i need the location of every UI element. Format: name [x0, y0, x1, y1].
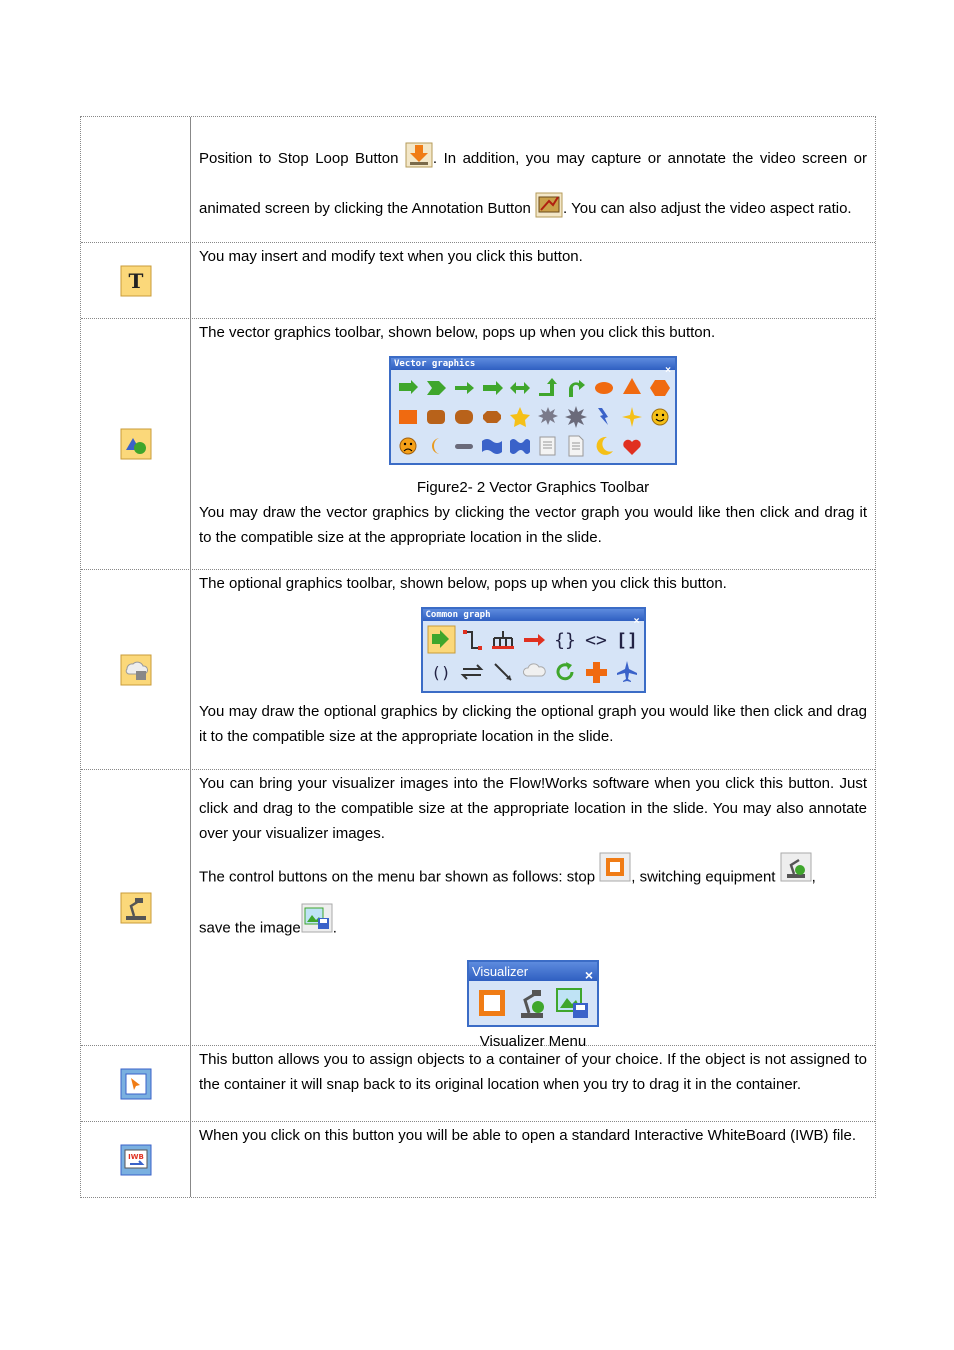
row-text: You may draw the vector graphics by clicking the vector graph you would like then click and drag it to the compatible size at the appropriate location in the slide.: [199, 504, 867, 546]
icon-cell: [81, 770, 191, 1045]
feature-table: [80, 116, 876, 1198]
connector-arrow-icon[interactable]: [426, 624, 457, 656]
circular-arrow-icon[interactable]: [550, 656, 581, 688]
description-cell: [191, 319, 875, 569]
svg-text:<>: <>: [584, 630, 607, 651]
row-text: . In addition, you may capture or annotate the video screen or animated screen by clicking the Annotation Button: [199, 150, 868, 217]
svg-text:{}: {}: [553, 630, 576, 651]
switch-equipment-icon: [780, 852, 812, 903]
page-shape-icon[interactable]: [562, 431, 590, 460]
annotation-icon: [535, 192, 563, 226]
sad-face-icon[interactable]: [394, 431, 422, 460]
table-row: [81, 319, 875, 570]
icon-cell: [81, 1046, 191, 1121]
table-row: [81, 243, 875, 319]
wave-shape-icon[interactable]: [478, 431, 506, 460]
table-row: [81, 570, 875, 770]
ellipse-shape-icon[interactable]: [590, 373, 618, 402]
row-text: Position to Stop Loop Button: [199, 150, 399, 167]
sparkle-shape-icon[interactable]: [618, 402, 646, 431]
row-text: save the image: [199, 919, 301, 937]
airplane-shape-icon[interactable]: [612, 656, 643, 688]
visualizer-menu: [467, 960, 599, 1027]
bent-up-arrow-icon[interactable]: [534, 373, 562, 402]
row-text: When you click on this button you will be able to open a standard Interactive WhiteBoard (IWB) file.: [199, 1127, 856, 1144]
row-text: The vector graphics toolbar, shown below, pops up when you click this button.: [199, 324, 716, 341]
crescent-shape-icon[interactable]: [590, 431, 618, 460]
icon-cell: [81, 117, 191, 242]
row-text: You may draw the optional graphics by clicking the optional graph you would like then click and drag it to the compatible size at the appropriate location in the slide.: [199, 703, 867, 745]
visualizer-icon[interactable]: [120, 892, 152, 924]
icon-cell: [81, 570, 191, 769]
save-image-icon[interactable]: [553, 983, 593, 1023]
curved-arrow-icon[interactable]: [562, 373, 590, 402]
row-text: .: [332, 919, 337, 937]
angle-brackets-icon[interactable]: [581, 624, 612, 656]
download-arrow-icon: [405, 142, 433, 176]
container-icon[interactable]: [120, 1068, 152, 1100]
switch-equipment-icon[interactable]: [513, 983, 553, 1023]
octagon-shape-icon[interactable]: [478, 402, 506, 431]
cloud-shape-icon[interactable]: [519, 656, 550, 688]
close-icon[interactable]: ×: [665, 365, 671, 376]
table-row: [81, 770, 875, 1050]
cross-shape-icon[interactable]: [581, 656, 612, 688]
description-cell: [191, 243, 875, 318]
row-text: ,: [811, 868, 816, 886]
row-text: You may insert and modify text when you click this button.: [199, 248, 583, 265]
table-row: [81, 117, 875, 243]
elbow-connector-icon[interactable]: [457, 624, 488, 656]
block-arrow-icon[interactable]: [478, 373, 506, 402]
table-row: [81, 1046, 875, 1122]
icon-cell: [81, 319, 191, 569]
cylinder-shape-icon[interactable]: [450, 431, 478, 460]
description-cell: [191, 770, 875, 1050]
heart-shape-icon[interactable]: [618, 431, 646, 460]
icon-cell: [81, 243, 191, 318]
red-arrow-icon[interactable]: [519, 624, 550, 656]
close-icon[interactable]: ×: [633, 616, 640, 627]
description-cell: [191, 1122, 875, 1197]
rounded-square-icon[interactable]: [450, 402, 478, 431]
toolbar-title: Vector graphics: [391, 358, 675, 370]
table-row: [81, 1122, 875, 1197]
lightning-shape-icon[interactable]: [590, 402, 618, 431]
save-image-icon: [301, 903, 333, 954]
svg-text:(): (): [430, 663, 451, 682]
stop-icon[interactable]: [473, 983, 513, 1023]
chevron-shape-icon[interactable]: [422, 373, 450, 402]
parentheses-icon[interactable]: [426, 656, 457, 688]
diagonal-line-icon[interactable]: [488, 656, 519, 688]
vector-graphics-icon[interactable]: [120, 428, 152, 460]
row-text: This button allows you to assign objects to a container of your choice. If the object is not assigned to the container it will snap back to its original location when you try to drag it in the container.: [199, 1051, 867, 1093]
moon-shape-icon[interactable]: [422, 431, 450, 460]
svg-text:T: T: [128, 268, 143, 293]
iwb-file-icon[interactable]: [120, 1144, 152, 1176]
document-shape-icon[interactable]: [534, 431, 562, 460]
double-arrow-icon[interactable]: [506, 373, 534, 402]
triangle-shape-icon[interactable]: [618, 373, 646, 402]
tree-connector-icon[interactable]: [488, 624, 519, 656]
close-icon[interactable]: ×: [584, 967, 593, 983]
svg-text:IWB: IWB: [127, 1152, 144, 1161]
rounded-rect-icon[interactable]: [422, 402, 450, 431]
toolbar-title: Common graph: [423, 609, 644, 621]
menu-title: Visualizer: [469, 962, 597, 981]
common-graph-toolbar: [421, 607, 646, 693]
description-cell: [191, 117, 875, 242]
double-wave-icon[interactable]: [506, 431, 534, 460]
description-cell: [191, 1046, 875, 1121]
svg-text:[]: []: [615, 630, 638, 651]
burst-alt-icon[interactable]: [562, 402, 590, 431]
burst-shape-icon[interactable]: [534, 402, 562, 431]
smiley-face-icon[interactable]: [646, 402, 674, 431]
arrow-right-shape-icon[interactable]: [394, 373, 422, 402]
thin-arrow-icon[interactable]: [450, 373, 478, 402]
row-text: The optional graphics toolbar, shown below, pops up when you click this button.: [199, 575, 727, 592]
braces-icon[interactable]: [550, 624, 581, 656]
figure-caption: Visualizer Menu: [479, 1033, 587, 1050]
rectangle-shape-icon[interactable]: [394, 402, 422, 431]
row-text: , switching equipment: [631, 868, 776, 886]
figure-caption: Figure2- 2 Vector Graphics Toolbar: [416, 479, 650, 496]
text-tool-icon[interactable]: [120, 265, 152, 297]
row-text: The control buttons on the menu bar shown as follows: stop: [199, 868, 596, 886]
exchange-arrows-icon[interactable]: [457, 656, 488, 688]
row-text: You can bring your visualizer images into the Flow!Works software when you click this button. Just click and drag to the compatible size at the appropriate location in the slide. You may also annotate over your visualizer images.: [199, 775, 867, 842]
row-text: . You can also adjust the video aspect ratio.: [563, 200, 852, 217]
vector-graphics-toolbar: [389, 356, 677, 465]
star-shape-icon[interactable]: [506, 402, 534, 431]
description-cell: [191, 570, 875, 769]
common-graph-icon[interactable]: [120, 654, 152, 686]
stop-icon: [599, 852, 631, 903]
icon-cell: [81, 1122, 191, 1197]
